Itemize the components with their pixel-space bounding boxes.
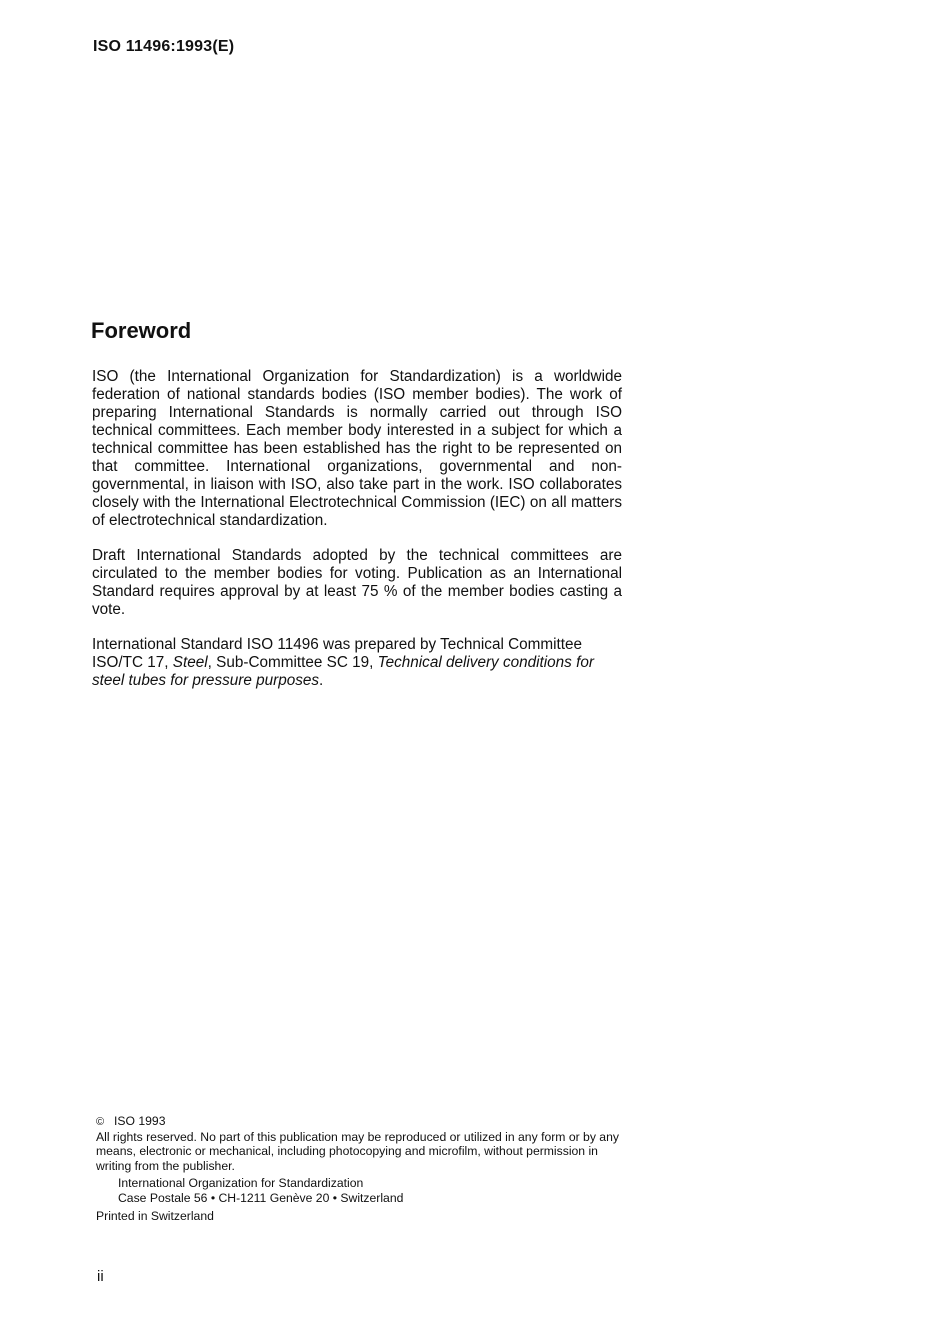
- subcommittee-name: Technical delivery conditions for steel tubes for pressure purposes: [92, 654, 594, 689]
- printed-in: Printed in Switzerland: [96, 1209, 214, 1223]
- copyright-notice: [96, 1114, 631, 1224]
- paragraph-3-text-3: .: [319, 672, 324, 689]
- committee-name: Steel: [172, 654, 208, 671]
- foreword-paragraph-3: [92, 636, 622, 690]
- publisher-address: [118, 1176, 631, 1205]
- document-identifier: ISO 11496:1993(E): [93, 38, 235, 55]
- paragraph-3-text-2: , Sub-Committee SC 19,: [207, 654, 378, 671]
- page-title: Foreword: [91, 318, 192, 343]
- address-line-1: International Organization for Standardization: [118, 1176, 364, 1190]
- foreword-body: [92, 368, 622, 707]
- foreword-paragraph-1: ISO (the International Organization for Standardization) is a worldwide federation of national standards bodies (ISO member bodies). The work of preparing International Standards is normally carried out through ISO technical committees. Each member body interested in a subject for which a technical committee has been established has the right to be represented on that committee. International organizations, governmental and non-governmental, in liaison with ISO, also take part in the work. ISO collaborates closely with the International Electrotechnical Commission (IEC) on all matters of electrotechnical standardization.: [92, 368, 622, 529]
- page-number: ii: [97, 1268, 104, 1285]
- copyright-icon: ©: [96, 1116, 105, 1128]
- copyright-line: [96, 1114, 631, 1130]
- paragraph-3-text-1: International Standard ISO 11496 was prepared by Technical Committee ISO/TC 17,: [92, 636, 583, 671]
- foreword-paragraph-2: Draft International Standards adopted by the technical committees are circulated to the member bodies for voting. Publication as an International Standard requires approval by at least 75 % of the member bodies casting a vote.: [92, 547, 622, 618]
- address-line-2: Case Postale 56 • CH-1211 Genève 20 • Switzerland: [118, 1190, 404, 1205]
- copyright-year: ISO 1993: [114, 1114, 166, 1128]
- rights-statement: All rights reserved. No part of this publication may be reproduced or utilized in any form or by any means, electronic or mechanical, including photocopying and microfilm, without permission in writing from the publisher.: [96, 1129, 619, 1173]
